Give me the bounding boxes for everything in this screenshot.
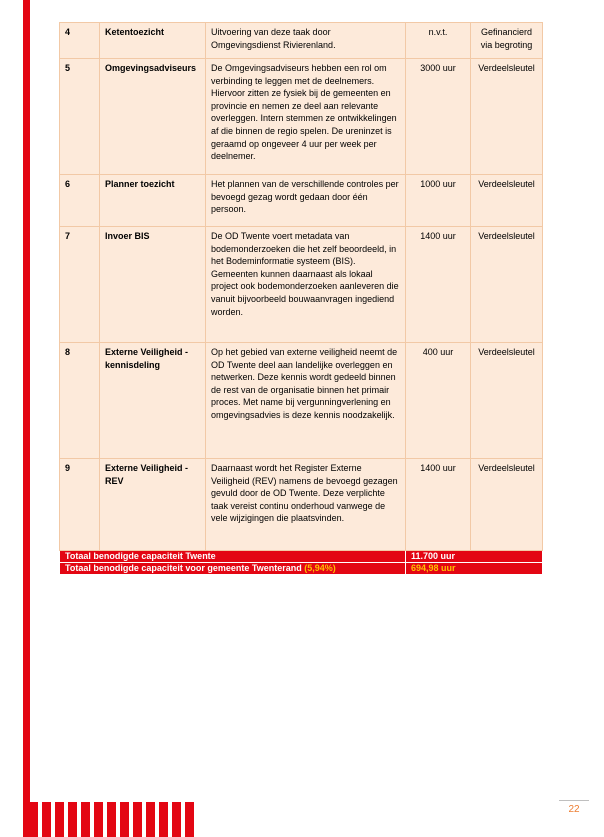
task-funding: Verdeelsleutel <box>471 59 543 175</box>
task-description: De Omgevingsadviseurs hebben een rol om verbinding te leggen met de deelnemers. Hiervoor zitten ze fysiek bij de gemeenten en provincie en nemen ze deel aan relevante overleggen. Intern stemmen ze ontwikkelingen af die binnen de regio spelen. De ureninzet is geraamd op ongeveer 4 uur per week per deelnemer. <box>206 59 406 175</box>
task-name: Planner toezicht <box>100 175 206 227</box>
task-description: Daarnaast wordt het Register Externe Veiligheid (REV) namens de bevoegd gezagen gevuld door de OD Twente. Deze verplichte taak vereist continu onderhoud vanwege de vele wijzigingen die plaatsvinden. <box>206 459 406 551</box>
table-row <box>60 459 543 551</box>
task-capacity: 400 uur <box>406 343 471 459</box>
row-number: 4 <box>60 23 100 59</box>
row-number: 8 <box>60 343 100 459</box>
task-description: Uitvoering van deze taak door Omgevingsdienst Rivierenland. <box>206 23 406 59</box>
table-row <box>60 227 543 343</box>
row-number: 6 <box>60 175 100 227</box>
table-row <box>60 175 543 227</box>
total-gemeente-percentage: (5,94%) <box>304 563 336 573</box>
task-funding: Verdeelsleutel <box>471 459 543 551</box>
task-funding: Verdeelsleutel <box>471 343 543 459</box>
task-capacity: 1400 uur <box>406 227 471 343</box>
capacity-table <box>59 22 543 575</box>
left-edge-bar <box>23 0 30 837</box>
task-capacity: n.v.t. <box>406 23 471 59</box>
total-twente-label: Totaal benodigde capaciteit Twente <box>60 551 406 563</box>
task-name: Externe Veiligheid - kennisdeling <box>100 343 206 459</box>
total-gemeente-value: 694,98 uur <box>406 563 543 575</box>
task-capacity: 1000 uur <box>406 175 471 227</box>
row-number: 9 <box>60 459 100 551</box>
total-gemeente-label: Totaal benodigde capaciteit voor gemeente Twenterand <box>65 563 302 573</box>
total-gemeente-label-cell <box>60 563 406 575</box>
page-number: 22 <box>568 804 580 815</box>
footer-stripe-pattern <box>29 802 198 837</box>
task-description: De OD Twente voert metadata van bodemonderzoeken die het zelf beoordeeld, in het Bodeminformatie systeem (BIS). Gemeenten kunnen daarnaast als lokaal project ook bodemonderzoeken aanleveren die vanuit bijvoorbeeld bouwaanvragen ingediend worden. <box>206 227 406 343</box>
total-twente-value: 11.700 uur <box>406 551 543 563</box>
row-number: 7 <box>60 227 100 343</box>
task-funding: Gefinancierd via begroting <box>471 23 543 59</box>
task-description: Op het gebied van externe veiligheid neemt de OD Twente deel aan landelijke overleggen en netwerken. Deze kennis wordt gedeeld binnen de rest van de organisatie binnen het primair proces. Met name bij vergunningverlening en omgevingsadvies is deze kennis noodzakelijk. <box>206 343 406 459</box>
task-name: Omgevingsadviseurs <box>100 59 206 175</box>
task-name: Invoer BIS <box>100 227 206 343</box>
task-capacity: 3000 uur <box>406 59 471 175</box>
row-number: 5 <box>60 59 100 175</box>
task-capacity: 1400 uur <box>406 459 471 551</box>
task-funding: Verdeelsleutel <box>471 227 543 343</box>
table-row <box>60 23 543 59</box>
page-number-divider <box>559 800 589 801</box>
total-twente-row <box>60 551 543 563</box>
table-row <box>60 59 543 175</box>
task-name: Ketentoezicht <box>100 23 206 59</box>
total-gemeente-row <box>60 563 543 575</box>
task-name: Externe Veiligheid - REV <box>100 459 206 551</box>
table-row <box>60 343 543 459</box>
task-description: Het plannen van de verschillende controles per bevoegd gezag wordt gedaan door één persoon. <box>206 175 406 227</box>
task-funding: Verdeelsleutel <box>471 175 543 227</box>
